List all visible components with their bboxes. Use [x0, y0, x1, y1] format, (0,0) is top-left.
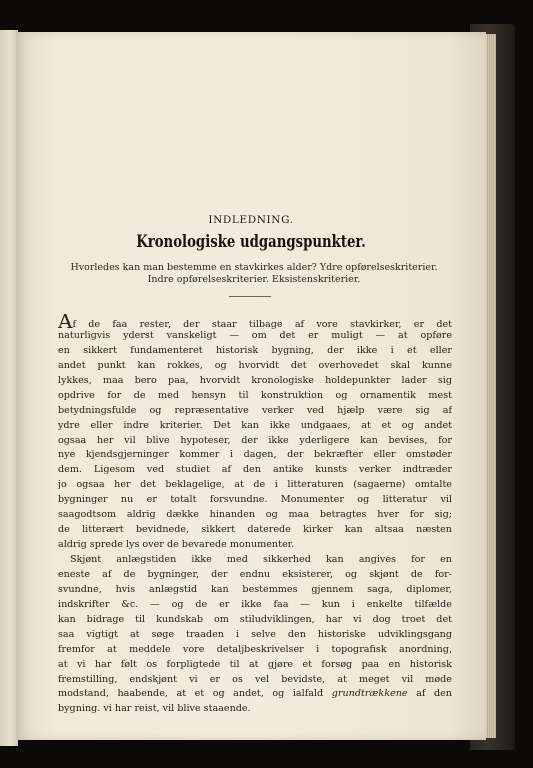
text-line: en sikkert fundamenteret historisk bygning, der ikke i et eller — [58, 344, 452, 356]
summary-line: Hvorledes kan man bestemme en stavkirkes alder? Ydre opførelseskriterier. — [70, 262, 438, 273]
text-line: saagodtsom aldrig dække hinanden og maa betragtes hver for sig; — [58, 509, 452, 521]
text-line: aldrig sprede lys over de bevarede monumenter. — [58, 539, 295, 551]
text-line: indskrifter &c. — og de er ikke faa — kun i enkelte tilfælde — [58, 598, 452, 610]
text-line: opdrive for de med hensyn til konstruktion og ornamentik mest — [58, 389, 452, 401]
text-line: at vi har følt os forpligtede til at gjøre et forsøg paa en historisk — [58, 658, 452, 670]
text-line: dem. Ligesom ved studiet af den antike kunsts verker indtræder — [58, 464, 452, 476]
text-line: fremfor at meddele vore detaljbeskrivelser i topografisk anordning, — [58, 643, 452, 655]
section-label: INDLEDNING. — [208, 214, 294, 226]
book-page — [16, 32, 486, 740]
chapter-summary — [54, 262, 454, 286]
text-line: naturligvis yderst vanskeligt — om det er muligt — at opføre — [58, 329, 452, 341]
text-line: andet punkt kan rokkes, og hvorvidt det overhovedet skal kunne — [58, 359, 452, 371]
drop-cap: A — [58, 314, 73, 329]
text-line: lykkes, maa bero paa, hvorvidt kronologiske holdepunkter lader sig — [58, 374, 452, 386]
text-line: saa vigtigt at søge traaden i selve den historiske udviklingsgang — [58, 628, 452, 640]
body-text — [58, 300, 452, 717]
text-line: kan bidrage til kundskab om stiludviklingen, har vi dog troet det — [58, 613, 452, 625]
text-line: Af de faa rester, der staar tilbage af vore stavkirker, er det — [58, 314, 452, 329]
divider-rule — [229, 296, 271, 297]
text-line: ydre eller indre kriterier. Det kan ikke undgaaes, at et og andet — [58, 419, 452, 431]
text-line: bygninger nu er totalt forsvundne. Monumenter og litteratur vil — [58, 494, 452, 506]
text-line: fremstilling, endskjønt vi er os vel bevidste, at meget vil møde — [58, 673, 452, 685]
text-line: de litterært bevidnede, sikkert daterede kirker kan altsaa næsten — [58, 524, 452, 536]
text-line: bygning. vi har reist, vil blive staaende. — [58, 703, 251, 715]
text-line: svundne, hvis anlægstid kan bestemmes gjennem saga, diplomer, — [58, 583, 452, 595]
chapter-title: Kronologiske udgangspunkter. — [136, 232, 366, 252]
text-line: jo ogsaa her det beklagelige, at de i litteraturen (sagaerne) omtalte — [58, 479, 452, 491]
text-line: modstand, haabende, at et og andet, og ialfald grundtrækkene af den — [58, 688, 452, 700]
summary-line: Indre opførelseskriterier. Eksistenskriterier. — [147, 274, 361, 285]
italic-term: grundtrækkene — [331, 688, 408, 700]
text-line: ogsaa her vil blive hypoteser, der ikke yderligere kan bevises, for — [58, 434, 452, 446]
text-line: eneste af de bygninger, der endnu eksisterer, og skjønt de for- — [58, 568, 452, 580]
text-line: Skjønt anlægstiden ikke med sikkerhed kan angives for en — [70, 554, 452, 565]
text-line: nye kjendsgjerninger kommer i dagen, der bekræfter eller omstøder — [58, 449, 452, 461]
text-line: betydningsfulde og repræsentative verker ved hjælp være sig af — [58, 404, 452, 416]
